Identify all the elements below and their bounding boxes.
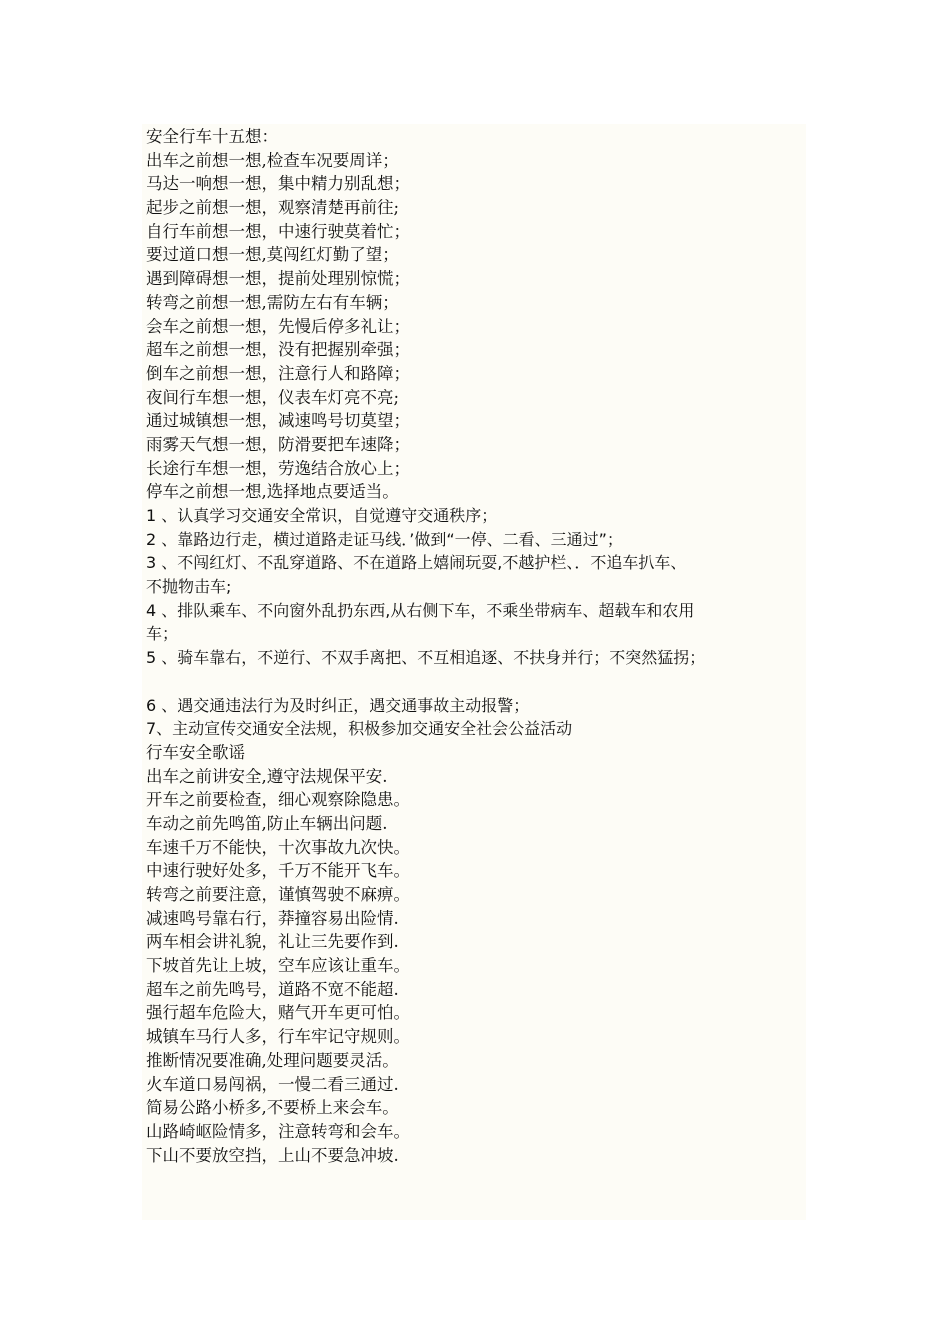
poem-line: 通过城镇想一想，减速鸣号切莫望； [146, 411, 410, 431]
song-line: 出车之前讲安全,遵守法规保平安. [146, 766, 388, 786]
poem-line: 超车之前想一想，没有把握别牵强； [146, 340, 410, 360]
song-line: 火车道口易闯祸，一慢二看三通过. [146, 1074, 399, 1094]
poem-line: 停车之前想一想,选择地点要适当。 [146, 482, 399, 502]
blank-line [146, 670, 806, 694]
song-line: 城镇车马行人多，行车牢记守规则。 [146, 1027, 410, 1047]
poem-line: 自行车前想一想，中速行驶莫着忙； [146, 221, 410, 241]
poem-line: 雨雾天气想一想，防滑要把车速降； [146, 434, 410, 454]
section-title-fifteen-thoughts: 安全行车十五想： [146, 127, 278, 146]
poem-line: 要过道口想一想,莫闯红灯勤了望； [146, 245, 399, 265]
song-line: 转弯之前要注意，谨慎驾驶不麻痹。 [146, 885, 410, 904]
song-line: 车动之前先鸣笛,防止车辆出问题. [146, 813, 388, 833]
song-line: 下坡首先让上坡，空车应该让重车。 [146, 956, 410, 976]
song-line: 减速鸣号靠右行，莽撞容易出险情. [146, 908, 399, 928]
poem-line: 马达一响想一想，集中精力别乱想； [146, 174, 410, 194]
poem-line: 夜间行车想一想，仪表车灯亮不亮; [146, 387, 400, 407]
song-line: 超车之前先鸣号，道路不宽不能超. [146, 979, 399, 999]
poem-line: 会车之前想一想，先慢后停多礼让； [146, 316, 410, 336]
song-line: 山路崎岖险情多，注意转弯和会车。 [146, 1121, 410, 1141]
rule-item-4: 4 、排队乘车、不向窗外乱扔东西,从右侧下车，不乘坐带病车、超载车和农用 [146, 600, 695, 620]
document-text-panel [142, 124, 806, 1220]
song-line: 推断情况要准确,处理问题要灵活。 [146, 1050, 399, 1070]
poem-line: 长途行车想一想，劳逸结合放心上； [146, 458, 410, 478]
poem-line: 起步之前想一想，观察清楚再前往; [146, 198, 400, 218]
song-line: 简易公路小桥多,不要桥上来会车。 [146, 1098, 399, 1118]
rule-item-4-continued: 车； [146, 624, 179, 644]
rule-item-3: 3 、不闯红灯、不乱穿道路、不在道路上嬉闹玩耍,不越护栏、．不追车扒车、 [146, 553, 687, 573]
rule-item-1: 1 、认真学习交通安全常识，自觉遵守交通秩序； [146, 506, 498, 525]
section-title-safety-song: 行车安全歌谣 [146, 742, 245, 762]
rule-item-3-continued: 不抛物击车; [146, 577, 232, 597]
poem-line: 转弯之前想一想,需防左右有车辆； [146, 292, 399, 312]
rule-item-2: 2 、靠路边行走，横过道路走证马线．’做到“一停、二看、三通过”； [146, 529, 623, 549]
rule-item-5: 5 、骑车靠右，不逆行、不双手离把、不互相追逐、不扶身并行；不突然猛拐； [146, 648, 706, 668]
rule-item-7: 7、主动宣传交通安全法规，积极参加交通安全社会公益活动 [146, 719, 573, 739]
song-line: 车速千万不能快，十次事故九次快。 [146, 837, 410, 857]
song-line: 下山不要放空挡，上山不要急冲坡. [146, 1145, 399, 1165]
poem-line: 出车之前想一想,检查车况要周详； [146, 150, 399, 170]
song-line: 中速行驶好处多，千万不能开飞车。 [146, 861, 410, 881]
song-line: 强行超车危险大，赌气开车更可怕。 [146, 1003, 410, 1023]
poem-line: 倒车之前想一想，注意行人和路障； [146, 363, 410, 383]
song-line: 开车之前要检查，细心观察除隐患。 [146, 790, 410, 810]
song-line: 两车相会讲礼貌，礼让三先要作到. [146, 932, 399, 952]
poem-line: 遇到障碍想一想，提前处理别惊慌； [146, 269, 410, 289]
rule-item-6: 6 、遇交通违法行为及时纠正，遇交通事故主动报警； [146, 695, 530, 715]
